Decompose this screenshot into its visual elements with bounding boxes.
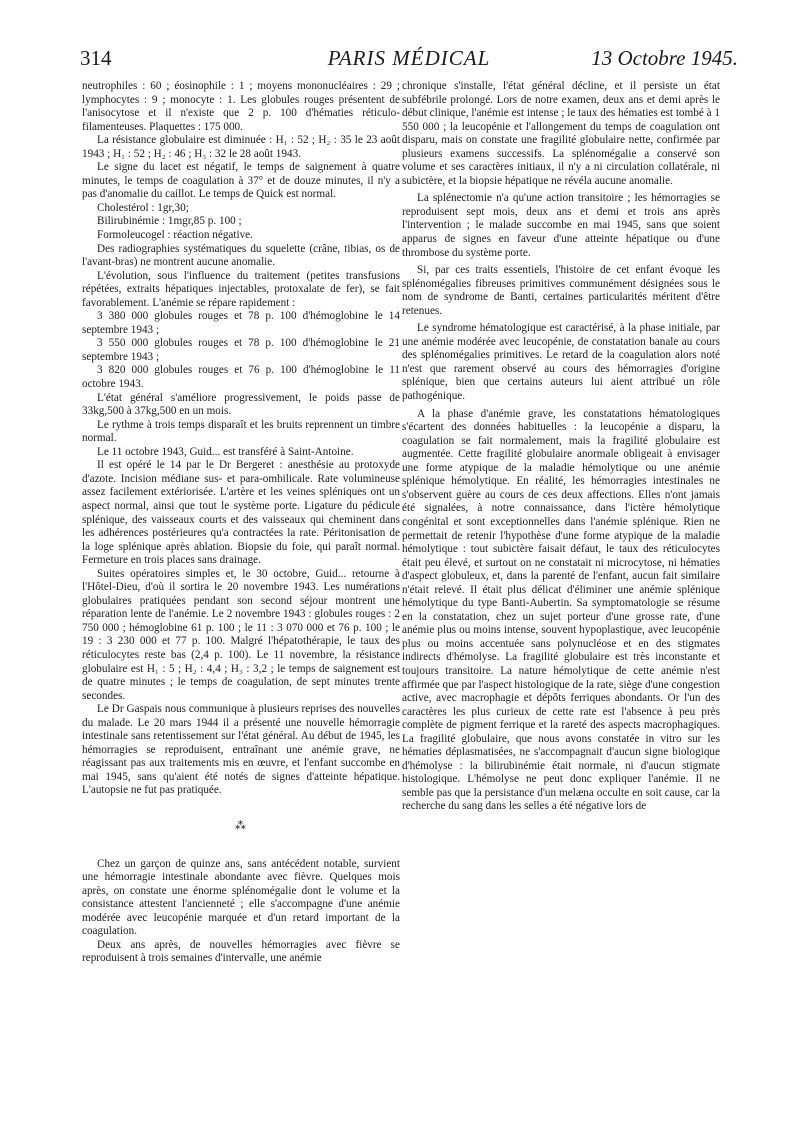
paragraph: A la phase d'anémie grave, les constatations hématologiques s'écartent des données habituelles : la leucopénie a disparu, la coagulation se fait normalement, mais la fragilité globulaire est augmentée. Cette fragilité globulaire anormale obligeait à envisager une forme atypique de la maladie hémolytique ou une anémie splénique hémolytique. En réalité, les hémorragies intestinales ne s'observent guère au cours de ces deux affections. Elles n'ont jamais été signalées, à notre connaissance, dans l'ictère hémolytique congénital et sont exceptionnelles dans l'anémie splénique. Rien ne permettait de retenir l'hypothèse d'une forme atypique de la maladie hémolytique : tout subictère faisait défaut, le taux des réticulocytes était peu élevé, et surtout on ne constatait ni microcytose, ni hématies d'aspect globuleux, et, dans la parenté de l'enfant, aucun fait similaire n'était relevé. Il était plus délicat d'éliminer une anémie splénique hémolytique du type Banti-Aubertin. Sa symptomatologie se résume en la constatation, chez un sujet porteur d'une grosse rate, d'une anémie plus ou moins intense, souvent hypoplastique, avec leucopénie plus ou moins accentuée sans polynucléose et en des stigmates indirects d'hémolyse. La fragilité globulaire est très inconstante et toujours transitoire. La nature hémolytique de cette anémie n'est affirmée que par l'aspect histologique de la rate, siège d'une congestion active, avec macrophagie et dépôts ferriques abondants. Or l'un des caractères les plus curieux de cette rate est l'absence à peu près complète de pigment ferrique et la rareté des aspects macrophagiques. La fragilité globulaire, que nous avons constatée in vitro sur les hématies déplasmatisées, ne s'accompagnait d'aucun signe biologique d'hémolyse : la bilirubinémie était normale, ni d'aucun stigmate histologique. L'hémolyse ne peut donc expliquer l'anémie. Il ne semble pas que la persistance d'un melæna occulte en soit cause, car la recherche du sang dans les selles a été négative lors de bbox=[402, 407, 720, 813]
issue-date: 13 Octobre 1945. bbox=[591, 46, 738, 70]
left-column bbox=[82, 80, 400, 966]
paragraph: Le rythme à trois temps disparaît et les bruits reprennent un timbre normal. bbox=[82, 418, 400, 445]
paragraph: Suites opératoires simples et, le 30 octobre, Guid... retourne à l'Hôtel-Dieu, d'où il sortira le 20 novembre 1943. Les numérations globulaires pratiquées pendant son second séjour montrent une réparation lente de l'anémie. Le 2 novembre 1943 : globules rouges : 2 750 000 ; hémoglobine 61 p. 100 ; le 11 : 3 070 000 et 76 p. 100 ; le 19 : 3 230 000 et 77 p. 100. Malgré l'hépatothérapie, le taux des réticulocytes reste bas (2,4 p. 100). Le 11 novembre, la résistance globulaire est H₁ : 5 ; H₂ : 4,4 ; H₃ : 3,2 ; le temps de saignement est de quatre minutes ; le temps de coagulation, de sept minutes trente secondes. bbox=[82, 567, 400, 702]
right-column bbox=[402, 80, 720, 814]
paragraph: Le syndrome hématologique est caractérisé, à la phase initiale, par une anémie modérée avec leucopénie, de constatation banale au cours des splénomégalies primitives. Le retard de la coagulation alors noté n'est que rarement observé au cours des hémorragies d'origine splénique, bien que certains auteurs lui aient attribué un rôle pathogénique. bbox=[402, 322, 720, 403]
section-separator: ⁂ bbox=[235, 819, 247, 832]
paragraph: Des radiographies systématiques du squelette (crâne, tibias, os de l'avant-bras) ne montrent aucune anomalie. bbox=[82, 242, 400, 269]
page-number: 314 bbox=[80, 46, 112, 70]
paragraph: Le 11 octobre 1943, Guid... est transféré à Saint-Antoine. bbox=[97, 445, 354, 458]
paragraph: Bilirubinémie : 1mgr,85 p. 100 ; bbox=[97, 215, 242, 228]
paragraph: Le signe du lacet est négatif, le temps de saignement à quatre minutes, le temps de coagulation à 37° et de douze minutes, il n'y a pas d'anomalie du caillot. Le temps de Quick est normal. bbox=[82, 161, 400, 201]
paragraph: L'état général s'améliore progressivement, le poids passe de 33kg,500 à 37kg,500 en un mois. bbox=[82, 391, 400, 418]
paragraph: L'évolution, sous l'influence du traitement (petites transfusions répétées, extraits hépatiques injectables, protoxalate de fer), se fait favorablement. L'anémie se répare rapidement : bbox=[82, 269, 400, 309]
paragraph: chronique s'installe, l'état général décline, et il persiste un état subfébrile prolongé. Lors de notre examen, deux ans et demi après le début clinique, l'anémie est intense ; le taux des hématies est tombé à 1 550 000 ; la leucopénie et l'allongement du temps de coagulation ont disparu, mais on constate une fragilité globulaire nette, confirmée par plusieurs examens successifs. La splénomégalie a conservé son volume et ses caractères initiaux, il n'y a ni circulation collatérale, ni subictère, et la biopsie hépatique ne révéla aucune anomalie. bbox=[402, 80, 720, 187]
page-header bbox=[80, 46, 738, 76]
paragraph: 3 380 000 globules rouges et 78 p. 100 d'hémoglobine le 14 septembre 1943 ; bbox=[82, 310, 400, 336]
paragraph: Formoleucogel : réaction négative. bbox=[97, 229, 253, 242]
paragraph: neutrophiles : 60 ; éosinophile : 1 ; moyens mononucléaires : 29 ; lymphocytes : 9 ; monocyte : 1. Les globules rouges présentent de l'anisocytose et il n'existe que 2 p. 100 d'hématies réticulo-filamenteuses. Plaquettes : 175 000. bbox=[82, 80, 400, 133]
paragraph: 3 820 000 globules rouges et 76 p. 100 d'hémoglobine le 11 octobre 1943. bbox=[82, 364, 400, 391]
paragraph: Il est opéré le 14 par le Dr Bergeret : anesthésie au protoxyde d'azote. Incision médiane sus- et para-ombilicale. Rate volumineuse assez facilement extériorisée. L'artère et les veines spléniques ont un aspect normal, ainsi que tout le système porte. Ligature du pédicule splénique, des vaisseaux courts et des vaisseaux qui cheminent dans les adhérences postérieures qu'a contractées la rate. Péritonisation de la loge splénique après ablation. Biopsie du foie, qui paraît normal. Fermeture en trois places sans drainage. bbox=[82, 459, 400, 567]
journal-title: PARIS MÉDICAL bbox=[327, 46, 491, 70]
paragraph: Le Dr Gaspais nous communique à plusieurs reprises des nouvelles du malade. Le 20 mars 1944 il a présenté une nouvelle hémorragie intestinale sans retentissement sur l'état général. Au début de 1945, les hémorragies se reproduisent, entraînant une anémie grave, ne réagissant pas aux traitements mis en œuvre, et l'enfant succombe en mai 1945, sans qu'aient été notés de signes d'atteinte hépatique. L'autopsie ne fut pas pratiquée. bbox=[82, 703, 400, 797]
paragraph: La résistance globulaire est diminuée : H₁ : 52 ; H₂ : 35 le 23 août 1943 ; H₁ : 52 ; H₂ : 46 ; H₃ : 32 le 28 août 1943. bbox=[82, 134, 400, 160]
paragraph: Deux ans après, de nouvelles hémorragies avec fièvre se reproduisent à trois semaines d'intervalle, une anémie bbox=[82, 938, 400, 965]
paragraph: 3 550 000 globules rouges et 78 p. 100 d'hémoglobine le 21 septembre 1943 ; bbox=[82, 337, 400, 363]
paragraph: Si, par ces traits essentiels, l'histoire de cet enfant évoque les splénomégalies fibreuses primitives communément désignées sous le nom de syndrome de Banti, certaines particularités méritent d'être retenues. bbox=[402, 264, 720, 317]
paragraph: La splénectomie n'a qu'une action transitoire ; les hémorragies se reproduisent sept mois, deux ans et demi et trois ans après l'intervention ; le malade succombe en mai 1945, sans que soient apparus de signes en faveur d'une atteinte hépatique ou d'une thrombose du système porte. bbox=[402, 192, 720, 259]
paragraph: Cholestérol : 1gr,30; bbox=[97, 201, 189, 214]
paragraph: Chez un garçon de quinze ans, sans antécédent notable, survient une hémorragie intestinale abondante avec fièvre. Quelques mois après, on constate une énorme splénomégalie dont le volume et la consistance attestent l'ancienneté ; elle s'accompagne d'une anémie modérée avec leucopénie marquée et d'un retard important de la coagulation. bbox=[82, 857, 400, 938]
